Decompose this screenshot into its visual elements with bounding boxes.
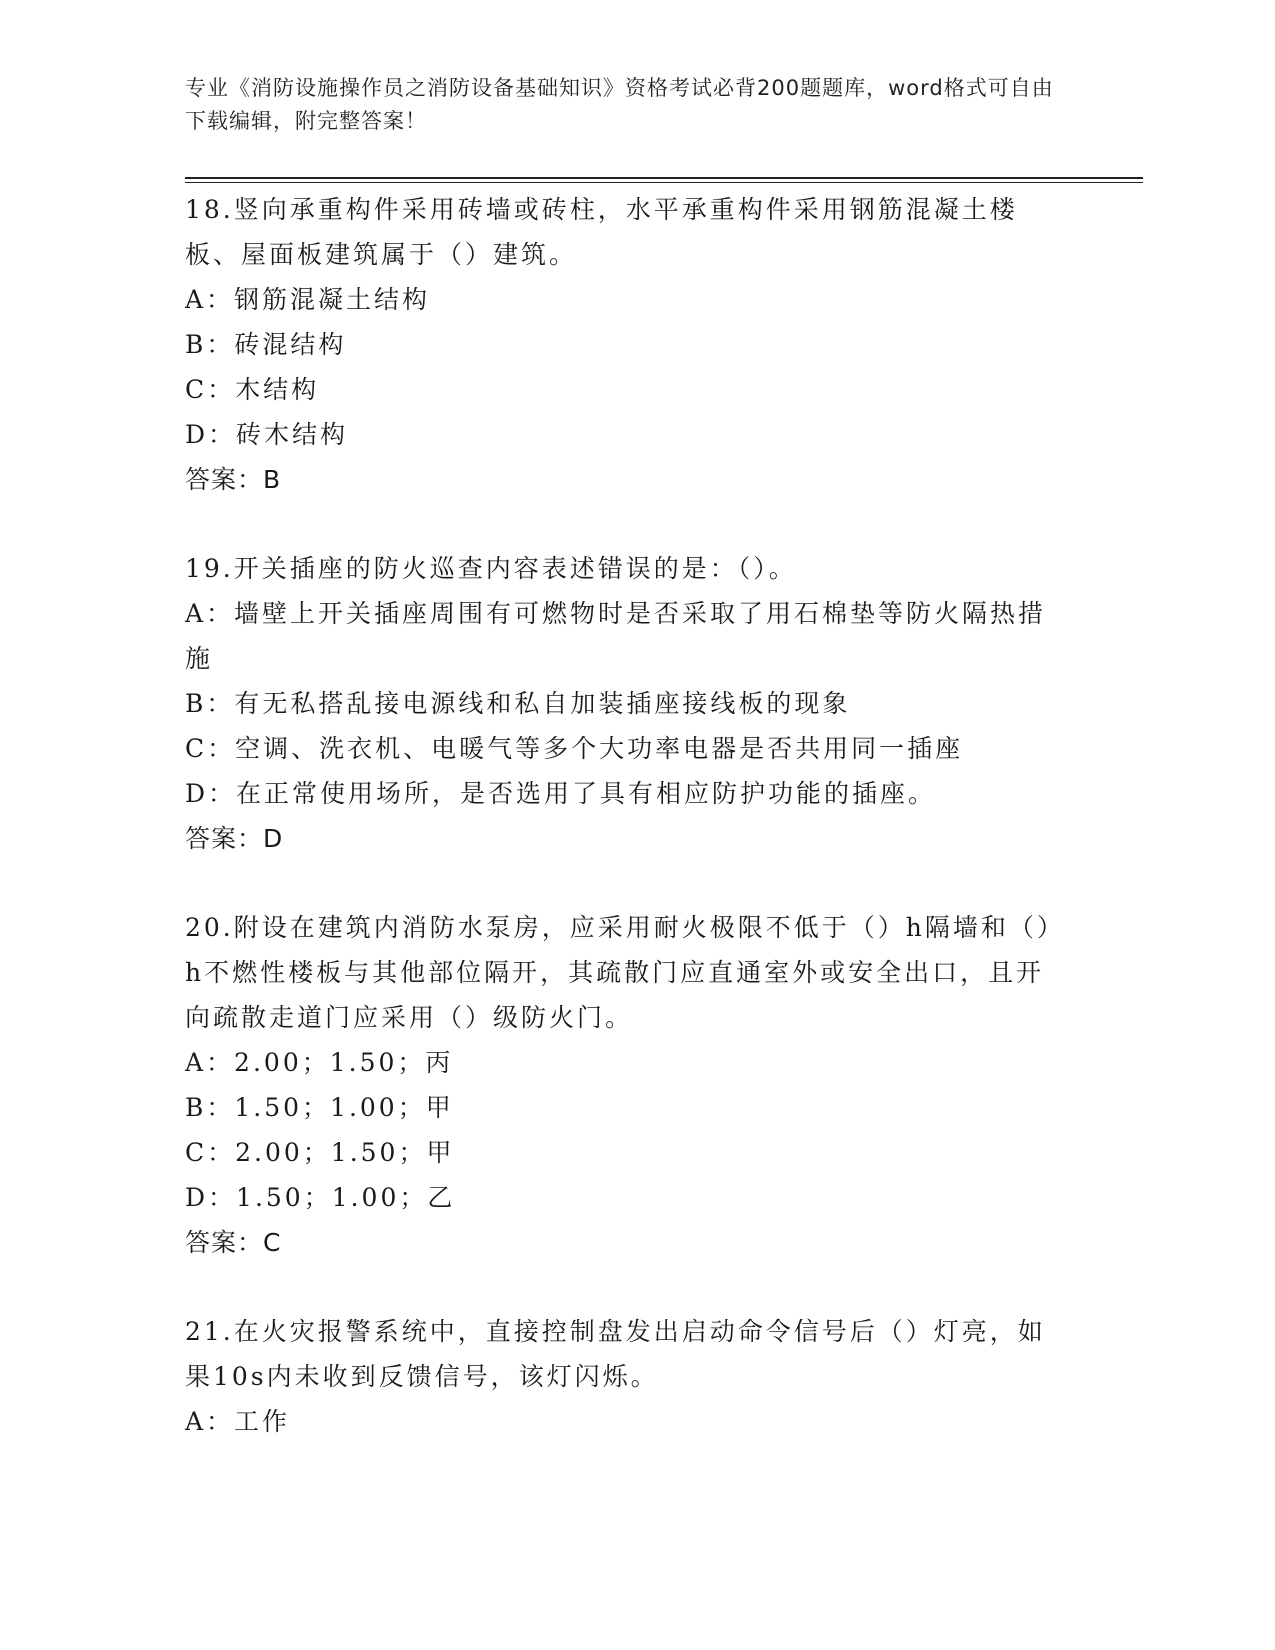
option-c: C：木结构 [185, 375, 320, 404]
header-rule-thick [185, 177, 1143, 179]
answer-line: 答案：D [185, 824, 284, 853]
option-d: D：1.50；1.00；乙 [185, 1183, 456, 1212]
question-20 [185, 905, 1065, 1265]
question-19 [185, 546, 1065, 861]
question-21 [185, 1309, 1065, 1444]
option-a: A：工作 [185, 1407, 291, 1436]
option-c: C：2.00；1.50；甲 [185, 1138, 455, 1167]
question-stem: 20.附设在建筑内消防水泵房，应采用耐火极限不低于（）h隔墙和（）h不燃性楼板与其他部位隔开，其疏散门应直通室外或安全出口，且开向疏散走道门应采用（）级防火门。 [185, 913, 1065, 1032]
option-b: B：1.50；1.00；甲 [185, 1093, 454, 1122]
option-d: D：在正常使用场所，是否选用了具有相应防护功能的插座。 [185, 779, 937, 808]
question-stem: 18.竖向承重构件采用砖墙或砖柱，水平承重构件采用钢筋混凝土楼板、屋面板建筑属于（）建筑。 [185, 195, 1018, 269]
answer-line: 答案：B [185, 465, 282, 494]
question-18 [185, 187, 1065, 502]
option-c: C：空调、洗衣机、电暖气等多个大功率电器是否共用同一插座 [185, 734, 964, 763]
answer-line: 答案：C [185, 1228, 282, 1257]
document-header: 专业《消防设施操作员之消防设备基础知识》资格考试必背200题题库，word格式可自由下载编辑，附完整答案！ [185, 76, 1054, 133]
header-rule-thin [185, 182, 1143, 183]
option-b: B：砖混结构 [185, 330, 347, 359]
option-d: D：砖木结构 [185, 420, 349, 449]
option-a: A：钢筋混凝土结构 [185, 285, 431, 314]
option-a: A：墙壁上开关插座周围有可燃物时是否采取了用石棉垫等防火隔热措施 [185, 599, 1047, 673]
option-b: B：有无私搭乱接电源线和私自加装插座接线板的现象 [185, 689, 851, 718]
question-stem: 19.开关插座的防火巡查内容表述错误的是：（）。 [185, 554, 797, 583]
option-a: A：2.00；1.50；丙 [185, 1048, 454, 1077]
question-stem: 21.在火灾报警系统中，直接控制盘发出启动命令信号后（）灯亮，如果10s内未收到反馈信号，该灯闪烁。 [185, 1317, 1046, 1391]
question-list [185, 187, 1065, 1488]
